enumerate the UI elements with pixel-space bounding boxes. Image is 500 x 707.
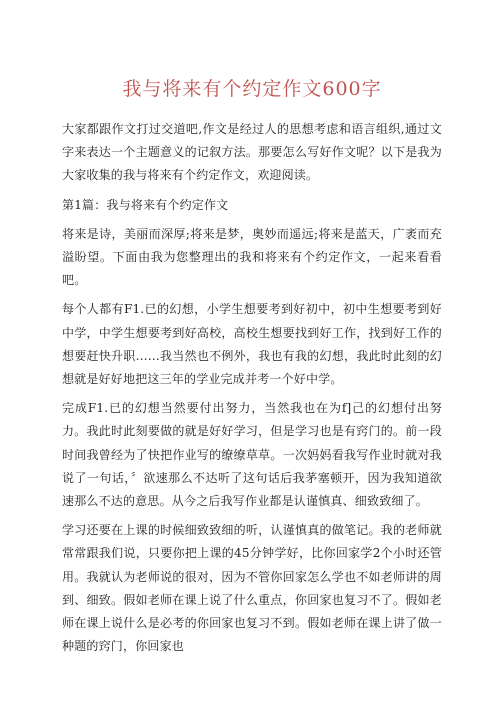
paragraph-future: 将来是诗，美丽而深厚;将来是梦，奥妙而遥远;将来是蓝天，广袤而充溢盼望。下面由我为您整理出的我和将来有个约定作文，一起来看看吧。: [62, 226, 442, 288]
document-title: 我与将来有个约定作文600字: [122, 78, 382, 100]
paragraph-section-heading: 第1篇：我与将来有个约定作文: [62, 197, 229, 212]
document-page: [62, 0, 442, 664]
paragraph-intro: 大家都跟作文打过交道吧,作文是经过人的思想考虑和语言组织,通过文字来表达一个主题意义的记叙方法。那要怎么写好作文呢？以下是我为大家收集的我与将来有个约定作文，欢迎阅读。: [62, 122, 442, 183]
paragraph-effort: 完成F1.已的幻想当然要付出努力，当然我也在为f]己的幻想付出努力。我此时此刻要做的就是好好学习，但是学习也是有窍门的。前一段时间我曾经为了快把作业写的缭缭草草。一次妈妈看我写作业时就对我说了一句话，〞欲速那么不达听了这句话后我茅塞顿开，因为我知道欲速那么不达的意思。从今之后我写作业都是认谨慎真、细致致细了。: [62, 401, 442, 509]
paragraph-study: 学习还要在上课的时候细致致细的听，认谨慎真的做笔记。我的老师就常常跟我们说，只要你把上课的45分钟学好，比你回家学2个小时还管用。我就认为老师说的很对，因为不管你回家怎么学也不如老师讲的周到、细致。假如老师在课上说了什么重点，你回家也复习不了。假如老师在课上说什么是必考的你回家也复习不到。假如老师在课上讲了做一种题的窍门，你回家也: [62, 523, 442, 654]
paragraph-dreams: 每个人都有F1.已的幻想，小学生想要考到好初中，初中生想要考到好中学，中学生想要考到好高校，高校生想要找到好工作，找到好工作的想要赶快升职……我当然也不例外，我也有我的幻想，我此时此刻的幻想就是好好地把这三年的学业完成并考一个好中学。: [62, 302, 442, 387]
document-body: [62, 118, 442, 658]
